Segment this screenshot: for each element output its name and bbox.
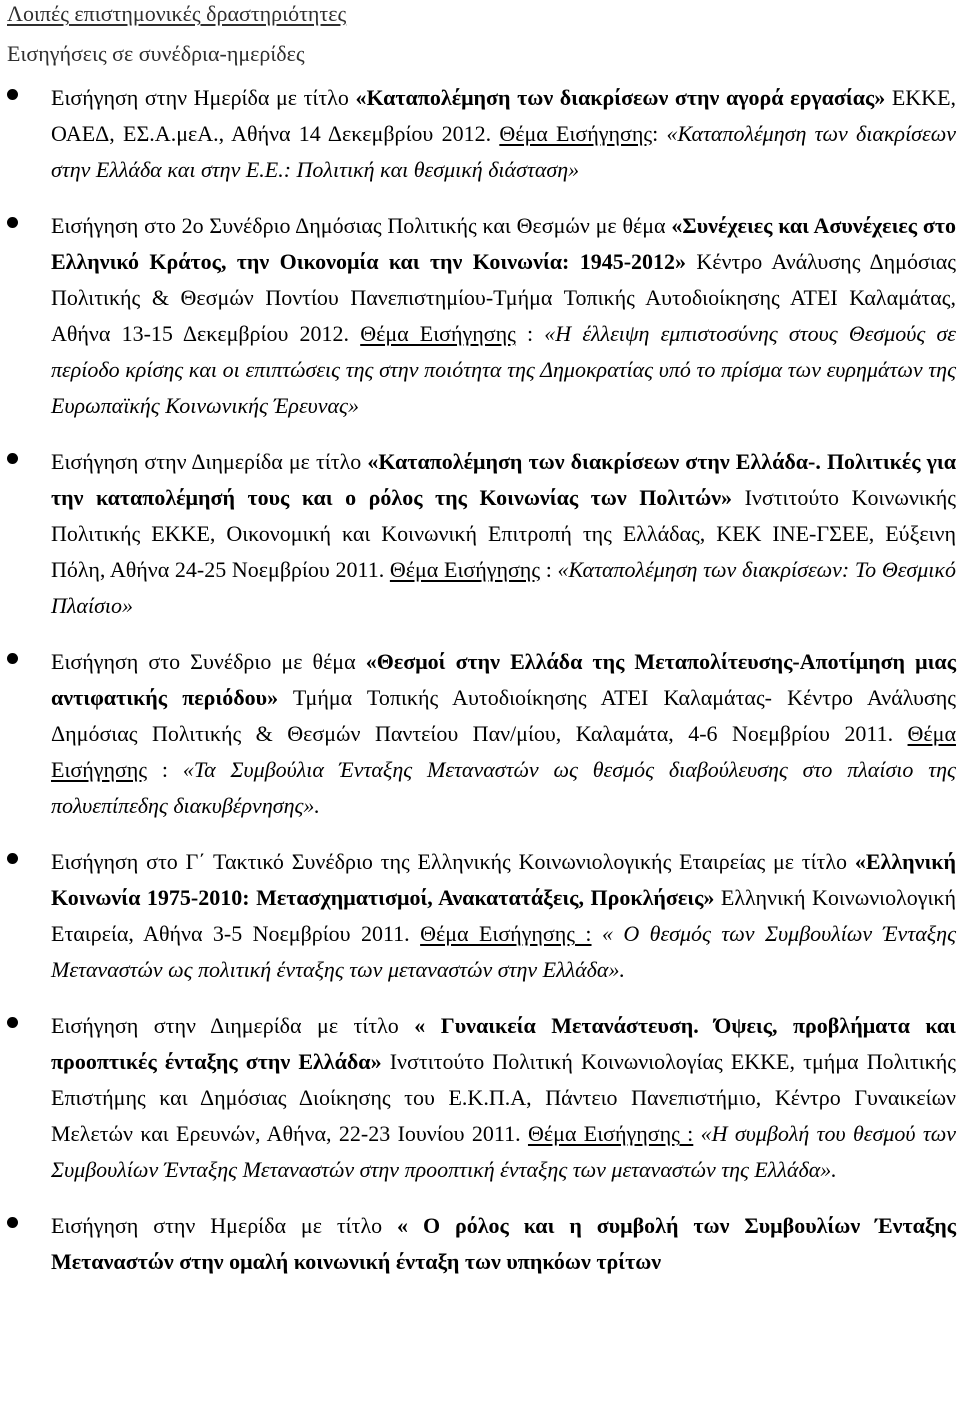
item-text-plain: :	[147, 757, 183, 782]
item-text	[51, 1208, 956, 1280]
topic-title-italic: «Καταπολέμηση των διακρίσεων στην Ελλάδα και στην Ε.Ε.: Πολιτική και θεσμική διάσταση»	[51, 121, 956, 182]
topic-label: Θέμα Εισήγησης	[51, 721, 956, 782]
list-item	[0, 444, 960, 624]
item-title-bold: «Καταπολέμηση των διακρίσεων στην Ελλάδα-. Πολιτικές για την καταπολέμησή τους και ο ρόλος της Κοινωνίας των Πολιτών»	[51, 449, 957, 510]
topic-label: Θέμα Εισήγησης	[499, 121, 653, 146]
item-text-plain: ΕΚΚΕ, ΟΑΕΔ, ΕΣ.Α.μεΑ., Αθήνα 14 Δεκεμβρίου 2012.	[51, 85, 957, 146]
item-text-plain: Εισήγηση στην Διημερίδα με τίτλο	[51, 449, 368, 474]
item-title-bold: « Γυναικεία Μετανάστευση. Όψεις, προβλήματα και προοπτικές ένταξης στην Ελλάδα»	[51, 1013, 956, 1074]
topic-title-italic: «Η συμβολή του θεσμού των Συμβουλίων Ένταξης Μεταναστών στην προοπτική ένταξης των μεταναστών της Ελλάδα».	[51, 1121, 956, 1182]
item-text-plain	[592, 921, 602, 946]
item-title-bold: «Θεσμοί στην Ελλάδα της Μεταπολίτευσης-Αποτίμηση μιας αντιφατικής περιόδου»	[51, 649, 956, 710]
list-item	[0, 208, 960, 424]
item-text	[51, 1008, 956, 1188]
bullet-icon	[7, 851, 20, 864]
list-item	[0, 1208, 960, 1280]
section-subtitle: Εισηγήσεις σε συνέδρια-ημερίδες	[7, 41, 305, 66]
item-text-plain: Εισήγηση στην Ημερίδα με τίτλο	[51, 85, 356, 110]
item-title-bold: « Ο ρόλος και η συμβολή των Συμβουλίων Ένταξης Μεταναστών στην ομαλή κοινωνική ένταξη των υπηκόων τρίτων	[51, 1213, 956, 1274]
item-text	[51, 444, 956, 624]
item-text-plain: Κέντρο Ανάλυσης Δημόσιας Πολιτικής & Θεσμών Ποντίου Πανεπιστημίου-Τμήμα Τοπικής Αυτοδιοίκησης ΑΤΕΙ Καλαμάτας, Αθήνα 13-15 Δεκεμβρίου 2012.	[51, 249, 956, 346]
item-text-plain: Ελληνική Κοινωνιολογική Εταιρεία, Αθήνα 3-5 Νοεμβρίου 2011.	[51, 885, 956, 946]
item-title-bold: «Καταπολέμηση των διακρίσεων στην αγορά εργασίας»	[355, 85, 886, 110]
item-text-plain	[693, 1121, 700, 1146]
topic-label: Θέμα Εισήγησης	[389, 557, 541, 582]
list-item	[0, 1008, 960, 1188]
list-item	[0, 80, 960, 188]
bullet-icon	[7, 215, 20, 228]
item-title-bold: «Ελληνική Κοινωνία 1975-2010: Μετασχηματισμοί, Ανακατατάξεις, Προκλήσεις»	[51, 849, 956, 910]
topic-title-italic: «Καταπολέμηση των διακρίσεων: Το Θεσμικό Πλαίσιο»	[51, 557, 956, 618]
bullet-icon	[7, 1215, 20, 1228]
item-text-plain: :	[515, 321, 545, 346]
bullet-icon	[7, 87, 20, 100]
list-item	[0, 844, 960, 988]
item-text	[51, 644, 956, 824]
bullet-icon	[7, 451, 20, 464]
item-text-plain: Τμήμα Τοπικής Αυτοδιοίκησης ΑΤΕΙ Καλαμάτας- Κέντρο Ανάλυσης Δημόσιας Πολιτικής & Θεσμών Παντείου Παν/μίου, Καλαμάτα, 4-6 Νοεμβρίου 2011.	[51, 685, 956, 746]
item-text	[51, 844, 956, 988]
list-item	[0, 644, 960, 824]
item-text-plain: :	[652, 121, 667, 146]
bullet-icon	[7, 1015, 20, 1028]
topic-label: Θέμα Εισήγησης :	[420, 921, 592, 946]
presentations-list	[0, 80, 960, 1300]
topic-title-italic: «Τα Συμβούλια Ένταξης Μεταναστών ως θεσμός διαβούλευσης στο πλαίσιο της πολυεπίπεδης διακυβέρνησης».	[51, 757, 956, 818]
item-text-plain: Εισήγηση στην Διημερίδα με τίτλο	[51, 1013, 415, 1038]
topic-title-italic: «Η έλλειψη εμπιστοσύνης στους Θεσμούς σε περίοδο κρίσης και οι επιπτώσεις της στην ποιότητα της Δημοκρατίας υπό το πρίσμα των ευρημάτων της Ευρωπαϊκής Κοινωνικής Έρευνας»	[51, 321, 956, 418]
item-text-plain: Ινστιτούτο Κοινωνικής Πολιτικής ΕΚΚΕ, Οικονομική και Κοινωνική Επιτροπή της Ελλάδας, ΚΕΚ ΙΝΕ-ΓΣΕΕ, Εύξεινη Πόλη, Αθήνα 24-25 Νοεμβρίου 2011.	[51, 485, 956, 582]
bullet-icon	[7, 651, 20, 664]
item-text-plain: Εισήγηση στο 2ο Συνέδριο Δημόσιας Πολιτικής και Θεσμών με θέμα	[51, 213, 672, 238]
item-text-plain: Εισήγηση στο Συνέδριο με θέμα	[51, 649, 366, 674]
item-text-plain: Ινστιτούτο Πολιτική Κοινωνιολογίας ΕΚΚΕ, τμήμα Πολιτικής Επιστήμης και Δημόσιας Διοίκησης του Ε.Κ.Π.Α, Πάντειο Πανεπιστήμιο, Κέντρο Γυναικείων Μελετών και Ερευνών, Αθήνα, 22-23 Ιουνίου 2011.	[51, 1049, 956, 1146]
item-text-plain: :	[540, 557, 558, 582]
topic-label: Θέμα Εισήγησης :	[527, 1121, 694, 1146]
item-text	[51, 208, 956, 424]
item-text-plain: Εισήγηση στην Ημερίδα με τίτλο	[51, 1213, 398, 1238]
section-title: Λοιπές επιστημονικές δραστηριότητες	[7, 1, 347, 26]
topic-title-italic: « Ο θεσμός των Συμβουλίων Ένταξης Μεταναστών ως πολιτική ένταξης των μεταναστών στην Ελλάδα».	[51, 921, 957, 982]
topic-label: Θέμα Εισήγησης	[360, 321, 516, 346]
item-title-bold: «Συνέχειες και Ασυνέχειες στο Ελληνικό Κράτος, την Οικονομία και την Κοινωνία: 1945-2012»	[51, 213, 956, 274]
item-text-plain: Εισήγηση στο Γ΄ Τακτικό Συνέδριο της Ελληνικής Κοινωνιολογικής Εταιρείας με τίτλο	[51, 849, 855, 874]
item-text	[51, 80, 956, 188]
